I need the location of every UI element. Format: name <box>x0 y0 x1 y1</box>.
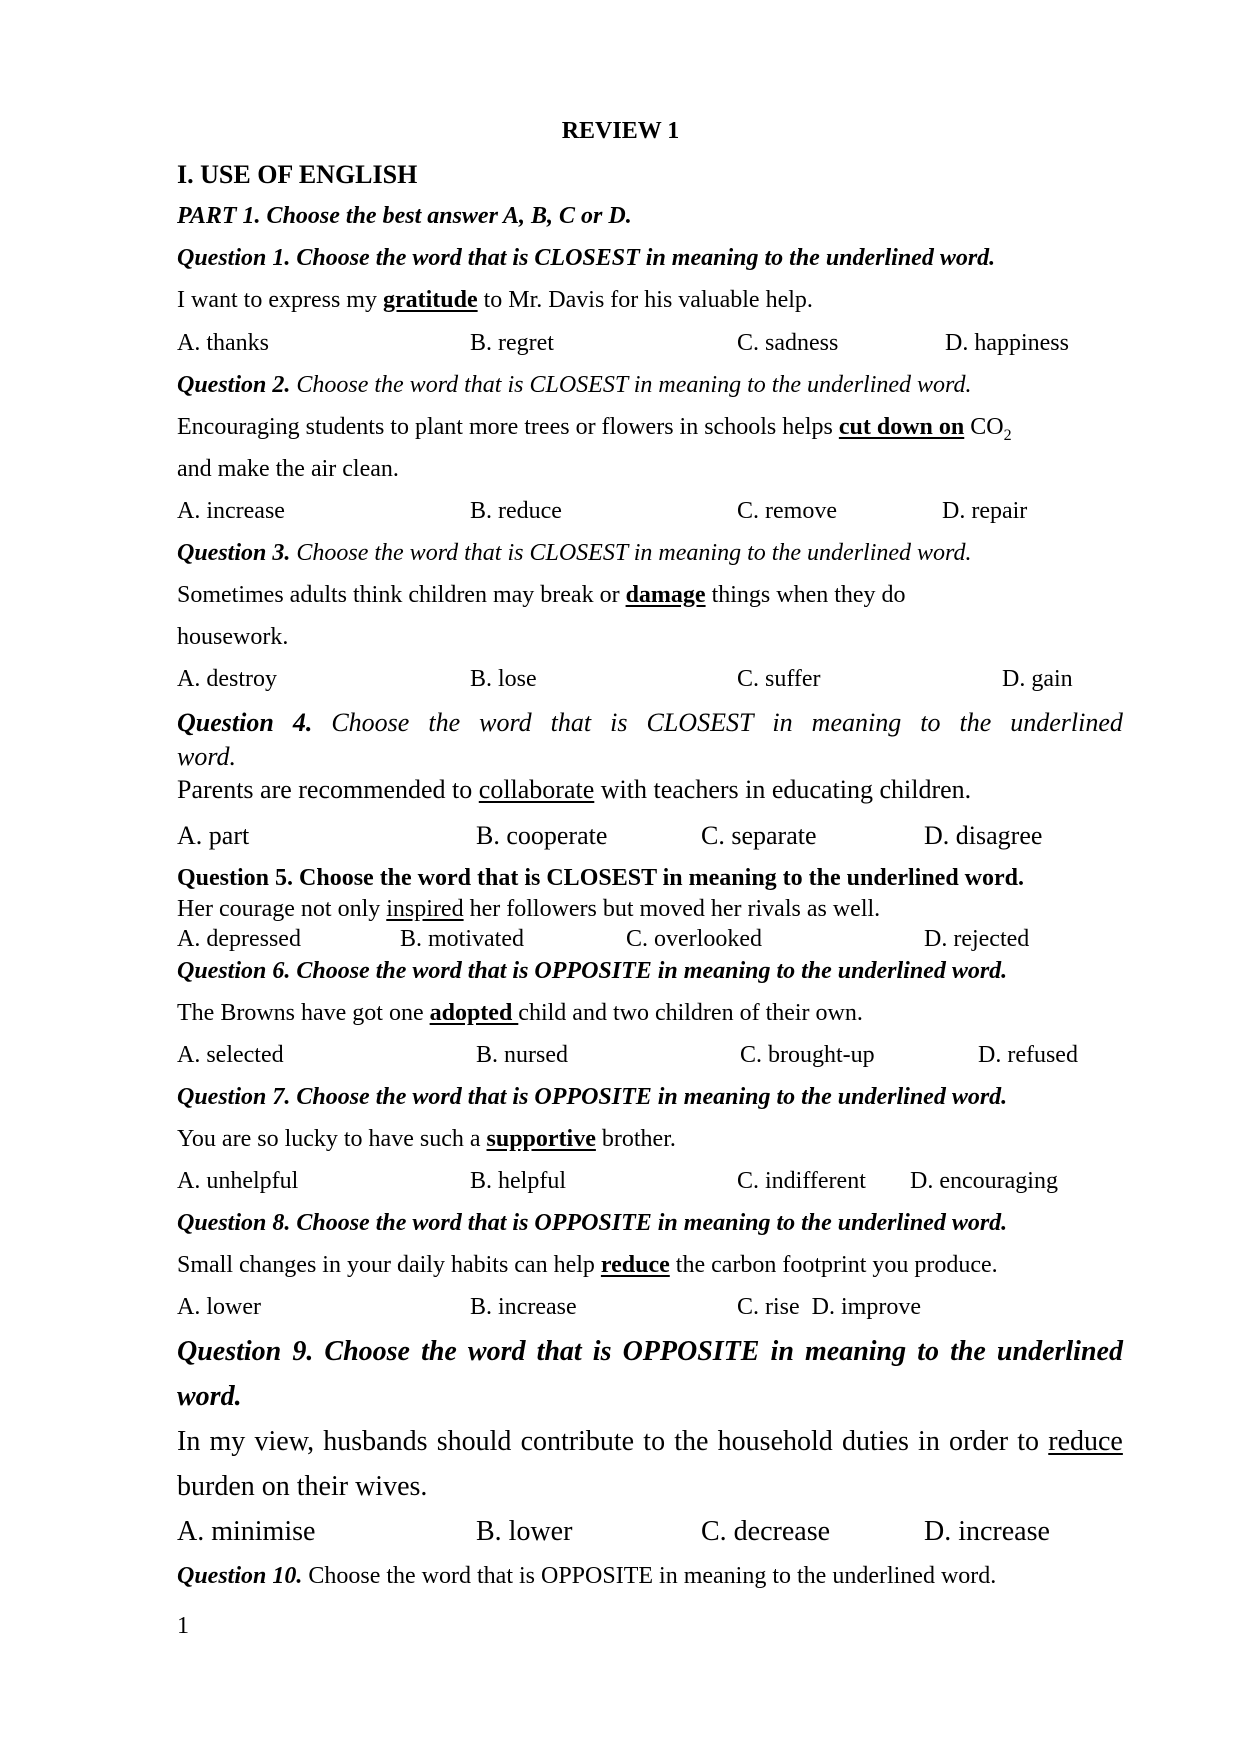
question-9-sentence-continued: burden on their wives. <box>177 1471 428 1502</box>
question-9-number: 9. <box>292 1336 314 1367</box>
question-2-instruction <box>177 372 1123 399</box>
option-d[interactable]: D. gain <box>1002 666 1073 692</box>
option-b[interactable]: B. cooperate <box>476 821 608 850</box>
question-2-label: Question 2. <box>177 372 291 398</box>
question-8-label: Question 8. <box>177 1210 291 1236</box>
question-6-target-word: adopted <box>429 1000 519 1026</box>
option-a[interactable]: A. increase <box>177 498 285 524</box>
option-c[interactable]: C. separate <box>701 821 817 850</box>
option-b[interactable]: B. lose <box>470 666 537 692</box>
option-a[interactable]: A. thanks <box>177 330 269 356</box>
question-3-target-word: damage <box>625 582 706 608</box>
option-a[interactable]: A. selected <box>177 1042 284 1068</box>
question-2-text: Choose the word that is CLOSEST in meaning to the underlined word. <box>296 372 972 398</box>
question-9-label: Question <box>177 1336 282 1367</box>
option-d[interactable]: D. rejected <box>924 926 1030 952</box>
question-9-target-word: reduce <box>1048 1426 1123 1457</box>
option-c[interactable]: C. indifferent <box>737 1168 866 1194</box>
option-b[interactable]: B. nursed <box>476 1042 568 1068</box>
option-b[interactable]: B. regret <box>470 330 554 356</box>
question-5-text: Choose the word that is CLOSEST in meaning to the underlined word. <box>299 865 1025 891</box>
question-1-target-word: gratitude <box>382 287 478 313</box>
question-6-label: Question 6. <box>177 958 291 984</box>
question-10-instruction <box>177 1563 1123 1590</box>
question-9-instruction: Question 9. Choose the word that is OPPOSITE in meaning to the underlined <box>177 1336 1123 1367</box>
question-8-target-word: reduce <box>600 1252 670 1278</box>
question-1-instruction <box>177 245 1123 272</box>
option-b[interactable]: B. motivated <box>400 926 524 952</box>
option-d[interactable]: D. repair <box>942 498 1028 524</box>
option-b[interactable]: B. reduce <box>470 498 562 524</box>
section-heading: I. USE OF ENGLISH <box>177 160 418 189</box>
option-d[interactable]: D. refused <box>978 1042 1078 1068</box>
option-c[interactable]: C. remove <box>737 498 837 524</box>
question-3-text: Choose the word that is CLOSEST in meaning to the underlined word. <box>296 540 972 566</box>
page-number: 1 <box>177 1613 189 1639</box>
option-a[interactable]: A. lower <box>177 1294 261 1320</box>
question-4-instruction: Question 4. Choose the word that is CLOSEST in meaning to the underlined <box>177 708 1123 737</box>
option-a[interactable]: A. unhelpful <box>177 1168 299 1194</box>
option-a[interactable]: A. destroy <box>177 666 277 692</box>
question-10-text: Choose the word that is OPPOSITE in meaning to the underlined word. <box>302 1563 997 1589</box>
question-1-text: Choose the word that is CLOSEST in meaning to the underlined word. <box>296 245 996 271</box>
question-4-target-word: collaborate <box>478 775 595 804</box>
question-5-sentence: Her courage not only inspired her followers but moved her rivals as well. <box>177 896 881 922</box>
question-9-instruction-end: word. <box>177 1381 242 1412</box>
question-5-label: Question 5. <box>177 865 294 891</box>
question-2-sentence: Encouraging students to plant more trees or flowers in schools helps cut down on $CO_2$ <box>177 414 1012 444</box>
question-6-instruction <box>177 958 1123 985</box>
option-c[interactable]: C. decrease <box>701 1516 831 1547</box>
question-7-label: Question 7. <box>177 1084 291 1110</box>
question-4-number: 4. <box>292 708 313 737</box>
option-d[interactable]: D. happiness <box>945 330 1069 356</box>
option-c[interactable]: C. suffer <box>737 666 821 692</box>
option-c-d[interactable]: C. rise D. improve <box>737 1294 921 1320</box>
question-1-sentence: I want to express my gratitude to Mr. Davis for his valuable help. <box>177 287 813 313</box>
question-7-text: Choose the word that is OPPOSITE in meaning to the underlined word. <box>296 1084 1008 1110</box>
question-4-sentence: Parents are recommended to collaborate with teachers in educating children. <box>177 775 972 804</box>
question-7-instruction <box>177 1084 1123 1111</box>
question-3-instruction <box>177 540 1123 567</box>
question-2-target-word: cut down on <box>838 414 965 440</box>
part-heading: PART 1. Choose the best answer A, B, C or D. <box>177 203 632 229</box>
question-7-sentence: You are so lucky to have such a supportive brother. <box>177 1126 676 1152</box>
question-6-text: Choose the word that is OPPOSITE in meaning to the underlined word. <box>296 958 1008 984</box>
option-d[interactable]: D. increase <box>924 1516 1050 1547</box>
option-a[interactable]: A. minimise <box>177 1516 316 1547</box>
question-9-sentence: In my view, husbands should contribute to the household duties in order to reduce <box>177 1426 1123 1457</box>
question-4-label: Question <box>177 708 274 737</box>
question-8-instruction <box>177 1210 1123 1237</box>
option-d[interactable]: D. encouraging <box>910 1168 1058 1194</box>
question-7-target-word: supportive <box>486 1126 596 1152</box>
question-2-sentence-continued: and make the air clean. <box>177 456 399 482</box>
option-b[interactable]: B. helpful <box>470 1168 566 1194</box>
question-3-sentence-continued: housework. <box>177 624 289 650</box>
question-3-sentence: Sometimes adults think children may break or damage things when they do <box>177 582 906 608</box>
question-3-label: Question 3. <box>177 540 291 566</box>
question-8-sentence: Small changes in your daily habits can help reduce the carbon footprint you produce. <box>177 1252 998 1278</box>
option-d[interactable]: D. disagree <box>924 821 1043 850</box>
option-c[interactable]: C. overlooked <box>626 926 762 952</box>
option-c[interactable]: C. brought-up <box>740 1042 875 1068</box>
question-5-target-word: inspired <box>386 896 464 922</box>
option-c[interactable]: C. sadness <box>737 330 839 356</box>
question-4-instruction-end: word. <box>177 742 236 771</box>
question-5-instruction <box>177 865 1123 892</box>
option-b[interactable]: B. lower <box>476 1516 573 1547</box>
question-10-label: Question 10. <box>177 1563 303 1589</box>
option-a[interactable]: A. part <box>177 821 250 850</box>
option-a[interactable]: A. depressed <box>177 926 301 952</box>
option-b[interactable]: B. increase <box>470 1294 577 1320</box>
question-1-label: Question 1. <box>177 245 291 271</box>
question-6-sentence: The Browns have got one adopted child and two children of their own. <box>177 1000 863 1026</box>
question-8-text: Choose the word that is OPPOSITE in meaning to the underlined word. <box>296 1210 1008 1236</box>
page-title: REVIEW 1 <box>561 118 680 144</box>
